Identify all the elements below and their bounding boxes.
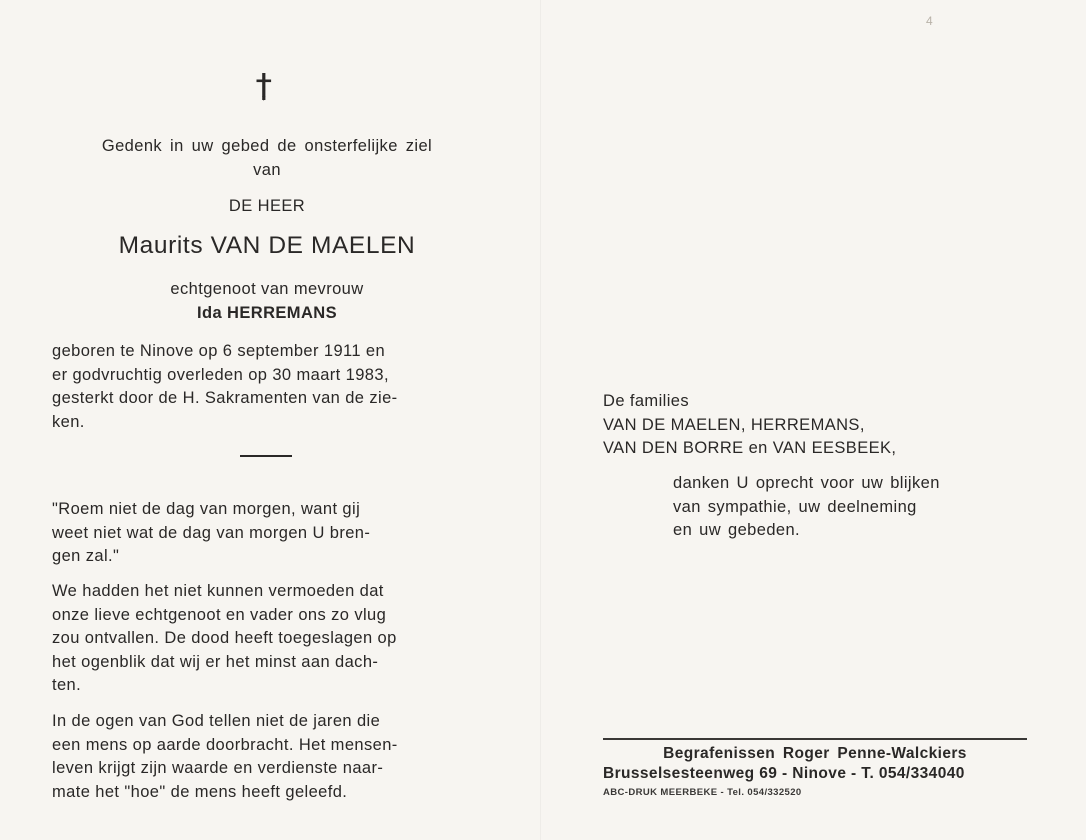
text-line: onze lieve echtgenoot en vader ons zo vlug xyxy=(52,605,387,624)
paragraph-two xyxy=(52,580,482,698)
text-line: weet niet wat de dag van morgen U bren- xyxy=(52,523,371,542)
families-block xyxy=(603,390,1023,461)
cross-icon xyxy=(249,72,279,102)
card-fold xyxy=(540,0,541,840)
text-line: gen zal." xyxy=(52,547,120,565)
text-line: We hadden het niet kunnen vermoeden dat xyxy=(52,582,384,600)
text-line: geboren te Ninove op 6 september 1911 en xyxy=(52,342,386,360)
invocation-line: Gedenk in uw gebed de onsterfelijke ziel xyxy=(101,137,433,155)
undertaker-name: Begrafenissen Roger Penne-Walckiers xyxy=(663,745,967,762)
invocation-line: van xyxy=(253,160,281,179)
families-line: VAN DE MAELEN, HERREMANS, xyxy=(603,415,865,434)
thanks-block xyxy=(673,472,1033,543)
text-line: ken. xyxy=(52,412,85,431)
honorific: DE HEER xyxy=(228,197,306,215)
thanks-line: en uw gebeden. xyxy=(673,521,801,539)
footer-divider xyxy=(603,738,1027,740)
families-line: VAN DEN BORRE en VAN EESBEEK, xyxy=(603,439,897,457)
spouse-name: Ida HERREMANS xyxy=(197,303,337,322)
text-line: er godvruchtig overleden op 30 maart 1983, xyxy=(52,365,389,384)
text-line: een mens op aarde doorbracht. Het mensen- xyxy=(52,735,398,754)
divider xyxy=(240,455,292,457)
thanks-line: danken U oprecht voor uw blijken xyxy=(673,474,940,492)
text-line: mate het "hoe" de mens heeft geleefd. xyxy=(52,782,348,801)
printer-credit: ABC-DRUK MEERBEKE - Tel. 054/332520 xyxy=(603,787,802,798)
deceased-name: Maurits VAN DE MAELEN xyxy=(118,232,416,259)
text-line: zou ontvallen. De dood heeft toegeslagen op xyxy=(52,629,397,647)
page-mark: 4 xyxy=(926,14,934,28)
spouse-intro: echtgenoot van mevrouw xyxy=(170,280,364,298)
paragraph-three xyxy=(52,710,482,804)
text-line: het ogenblik dat wij er het minst aan dach- xyxy=(52,652,379,671)
thanks-line: van sympathie, uw deelneming xyxy=(673,497,917,516)
spouse-block xyxy=(52,278,482,325)
text-line: gesterkt door de H. Sakramenten van de zie- xyxy=(52,389,398,407)
text-line: In de ogen van God tellen niet de jaren die xyxy=(52,712,381,730)
invocation xyxy=(52,135,482,182)
text-line: ten. xyxy=(52,676,82,694)
text-line: leven krijgt zijn waarde en verdienste naar- xyxy=(52,759,384,777)
families-line: De families xyxy=(603,392,690,410)
quote xyxy=(52,498,482,569)
birth-death-text xyxy=(52,340,482,434)
text-line: "Roem niet de dag van morgen, want gij xyxy=(52,500,361,518)
undertaker-address: Brusselsesteenweg 69 - Ninove - T. 054/334040 xyxy=(603,765,965,782)
